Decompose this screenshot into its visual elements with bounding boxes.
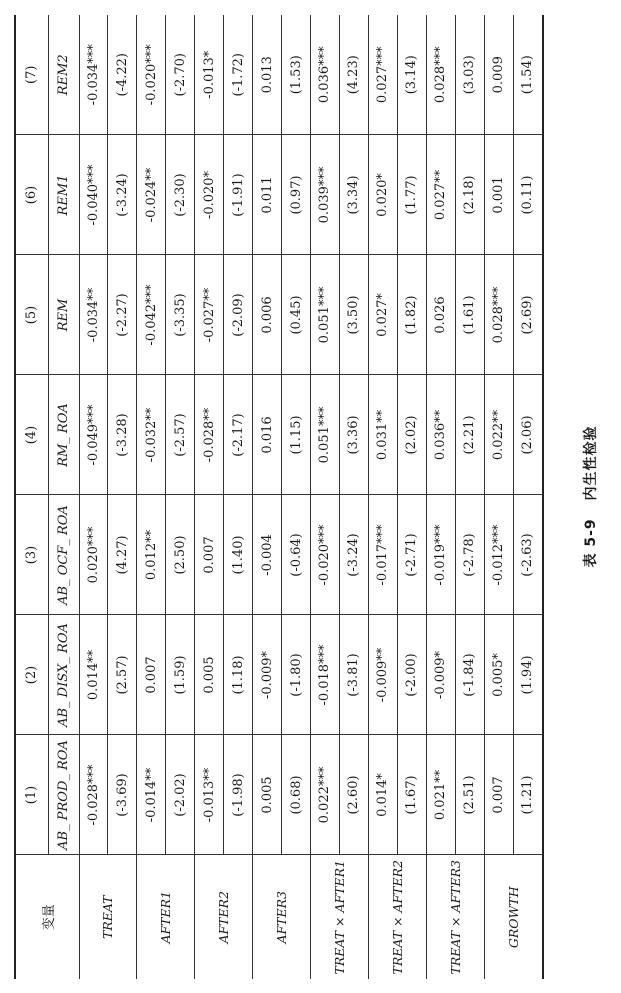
coefficient-cell: 0.028***	[484, 255, 513, 375]
t-stat-cell: (-1.80)	[282, 615, 311, 735]
coefficient-cell: -0.014**	[137, 735, 166, 855]
t-stat-cell: (3.36)	[339, 375, 368, 495]
coefficient-cell: -0.012***	[484, 495, 513, 615]
t-stat-cell: (2.69)	[513, 255, 543, 375]
table-row	[426, 15, 455, 979]
t-stat-cell: (1.94)	[513, 615, 543, 735]
table-row	[195, 15, 224, 979]
t-stat-cell: (-3.81)	[339, 615, 368, 735]
t-stat-cell: (-2.57)	[166, 375, 195, 495]
col-var: REM2	[48, 15, 79, 135]
t-stat-cell: (1.21)	[513, 735, 543, 855]
t-stat-cell: (2.06)	[513, 375, 543, 495]
t-stat-cell: (0.45)	[282, 255, 311, 375]
variable-header: 变量	[15, 855, 79, 979]
coefficient-cell: 0.020*	[368, 135, 397, 255]
col-var: REM1	[48, 135, 79, 255]
coefficient-cell: 0.007	[137, 615, 166, 735]
col-number: (2)	[15, 615, 48, 735]
header-row-numbers	[15, 15, 48, 979]
t-stat-cell: (2.21)	[455, 375, 484, 495]
coefficient-cell: -0.027**	[195, 255, 224, 375]
t-stat-cell: (1.53)	[282, 15, 311, 135]
t-stat-cell: (3.34)	[339, 135, 368, 255]
t-stat-cell: (-2.63)	[513, 495, 543, 615]
t-stat-cell: (2.60)	[339, 735, 368, 855]
table-row	[137, 15, 166, 979]
table-row	[484, 15, 513, 979]
col-var: RM_ ROA	[48, 375, 79, 495]
t-stat-cell: (-2.09)	[224, 255, 253, 375]
t-stat-cell: (-2.30)	[166, 135, 195, 255]
coefficient-cell: 0.005*	[484, 615, 513, 735]
coefficient-cell: 0.016	[253, 375, 282, 495]
t-stat-cell: (0.11)	[513, 135, 543, 255]
coefficient-cell: 0.009	[484, 15, 513, 135]
coefficient-cell: 0.051***	[311, 375, 340, 495]
t-stat-cell: (-3.69)	[108, 735, 137, 855]
caption-title: 内生性检验	[583, 425, 599, 501]
coefficient-cell: 0.011	[253, 135, 282, 255]
coefficient-cell: -0.049***	[79, 375, 108, 495]
coefficient-cell: 0.007	[484, 735, 513, 855]
t-stat-cell: (-1.91)	[224, 135, 253, 255]
t-stat-cell: (-0.64)	[282, 495, 311, 615]
coefficient-cell: 0.021**	[426, 735, 455, 855]
coefficient-cell: -0.020***	[137, 15, 166, 135]
coefficient-cell: -0.028***	[79, 735, 108, 855]
t-stat-cell: (-2.02)	[166, 735, 195, 855]
coefficient-cell: 0.020***	[79, 495, 108, 615]
t-stat-cell: (-2.27)	[108, 255, 137, 375]
table-row	[311, 15, 340, 979]
t-stat-cell: (-1.84)	[455, 615, 484, 735]
col-number: (7)	[15, 15, 48, 135]
col-var: REM	[48, 255, 79, 375]
coefficient-cell: -0.032**	[137, 375, 166, 495]
endogeneity-test-table	[14, 15, 544, 979]
t-stat-cell: (-2.70)	[166, 15, 195, 135]
t-stat-cell: (-3.28)	[108, 375, 137, 495]
coefficient-cell: 0.013	[253, 15, 282, 135]
t-stat-cell: (-1.72)	[224, 15, 253, 135]
coefficient-cell: -0.009*	[253, 615, 282, 735]
coefficient-cell: -0.024**	[137, 135, 166, 255]
t-stat-cell: (4.27)	[108, 495, 137, 615]
table-row	[108, 15, 137, 979]
header-row-vars	[48, 15, 79, 979]
col-var: AB_ PROD_ ROA	[48, 735, 79, 855]
t-stat-cell: (-1.98)	[224, 735, 253, 855]
t-stat-cell: (-2.00)	[397, 615, 426, 735]
t-stat-cell: (2.57)	[108, 615, 137, 735]
table-row	[166, 15, 195, 979]
coefficient-cell: 0.005	[253, 735, 282, 855]
t-stat-cell: (0.68)	[282, 735, 311, 855]
coefficient-cell: 0.014**	[79, 615, 108, 735]
t-stat-cell: (3.03)	[455, 15, 484, 135]
t-stat-cell: (2.51)	[455, 735, 484, 855]
t-stat-cell: (-4.22)	[108, 15, 137, 135]
coefficient-cell: 0.006	[253, 255, 282, 375]
coefficient-cell: -0.034***	[79, 15, 108, 135]
col-number: (4)	[15, 375, 48, 495]
coefficient-cell: -0.034**	[79, 255, 108, 375]
coefficient-cell: 0.036***	[311, 15, 340, 135]
coefficient-cell: -0.009*	[426, 615, 455, 735]
coefficient-cell: -0.028**	[195, 375, 224, 495]
coefficient-cell: -0.013**	[195, 735, 224, 855]
row-variable-label: GROWTH	[484, 855, 543, 979]
coefficient-cell: 0.027***	[368, 15, 397, 135]
caption-number: 表 5-9	[583, 518, 599, 568]
coefficient-cell: 0.036**	[426, 375, 455, 495]
coefficient-cell: -0.004	[253, 495, 282, 615]
t-stat-cell: (1.18)	[224, 615, 253, 735]
coefficient-cell: 0.007	[195, 495, 224, 615]
col-number: (3)	[15, 495, 48, 615]
t-stat-cell: (3.50)	[339, 255, 368, 375]
coefficient-cell: 0.031**	[368, 375, 397, 495]
coefficient-cell: 0.022***	[311, 735, 340, 855]
col-number: (5)	[15, 255, 48, 375]
t-stat-cell: (1.77)	[397, 135, 426, 255]
t-stat-cell: (2.02)	[397, 375, 426, 495]
col-var: AB_ OCF_ ROA	[48, 495, 79, 615]
coefficient-cell: -0.013*	[195, 15, 224, 135]
table-row	[397, 15, 426, 979]
table-row	[282, 15, 311, 979]
coefficient-cell: -0.040***	[79, 135, 108, 255]
coefficient-cell: -0.042***	[137, 255, 166, 375]
coefficient-cell: -0.020***	[311, 495, 340, 615]
row-variable-label: TREAT	[79, 855, 137, 979]
row-variable-label: TREAT × AFTER1	[311, 855, 369, 979]
coefficient-cell: 0.012**	[137, 495, 166, 615]
table-row	[513, 15, 543, 979]
coefficient-cell: 0.051***	[311, 255, 340, 375]
t-stat-cell: (2.50)	[166, 495, 195, 615]
t-stat-cell: (-3.35)	[166, 255, 195, 375]
coefficient-cell: 0.039***	[311, 135, 340, 255]
t-stat-cell: (1.54)	[513, 15, 543, 135]
row-variable-label: AFTER3	[253, 855, 311, 979]
coefficient-cell: 0.001	[484, 135, 513, 255]
table-row	[339, 15, 368, 979]
coefficient-cell: 0.028***	[426, 15, 455, 135]
t-stat-cell: (1.15)	[282, 375, 311, 495]
col-number: (6)	[15, 135, 48, 255]
coefficient-cell: 0.027*	[368, 255, 397, 375]
table-caption	[580, 0, 600, 993]
t-stat-cell: (-3.24)	[108, 135, 137, 255]
coefficient-cell: 0.027**	[426, 135, 455, 255]
t-stat-cell: (-2.71)	[397, 495, 426, 615]
table-row	[455, 15, 484, 979]
row-variable-label: AFTER2	[195, 855, 253, 979]
col-number: (1)	[15, 735, 48, 855]
coefficient-cell: -0.019***	[426, 495, 455, 615]
row-variable-label: TREAT × AFTER3	[426, 855, 484, 979]
t-stat-cell: (1.67)	[397, 735, 426, 855]
table-row	[368, 15, 397, 979]
t-stat-cell: (-2.78)	[455, 495, 484, 615]
coefficient-cell: -0.018***	[311, 615, 340, 735]
coefficient-cell: -0.009**	[368, 615, 397, 735]
coefficient-cell: 0.005	[195, 615, 224, 735]
t-stat-cell: (3.14)	[397, 15, 426, 135]
t-stat-cell: (1.40)	[224, 495, 253, 615]
coefficient-cell: 0.014*	[368, 735, 397, 855]
table-row	[79, 15, 108, 979]
t-stat-cell: (0.97)	[282, 135, 311, 255]
t-stat-cell: (1.59)	[166, 615, 195, 735]
t-stat-cell: (-3.24)	[339, 495, 368, 615]
col-var: AB_ DISX_ ROA	[48, 615, 79, 735]
coefficient-cell: -0.017***	[368, 495, 397, 615]
coefficient-cell: -0.020*	[195, 135, 224, 255]
t-stat-cell: (-2.17)	[224, 375, 253, 495]
t-stat-cell: (1.61)	[455, 255, 484, 375]
coefficient-cell: 0.026	[426, 255, 455, 375]
table-row	[253, 15, 282, 979]
t-stat-cell: (4.23)	[339, 15, 368, 135]
table-row	[224, 15, 253, 979]
row-variable-label: AFTER1	[137, 855, 195, 979]
t-stat-cell: (1.82)	[397, 255, 426, 375]
row-variable-label: TREAT × AFTER2	[368, 855, 426, 979]
t-stat-cell: (2.18)	[455, 135, 484, 255]
coefficient-cell: 0.022**	[484, 375, 513, 495]
